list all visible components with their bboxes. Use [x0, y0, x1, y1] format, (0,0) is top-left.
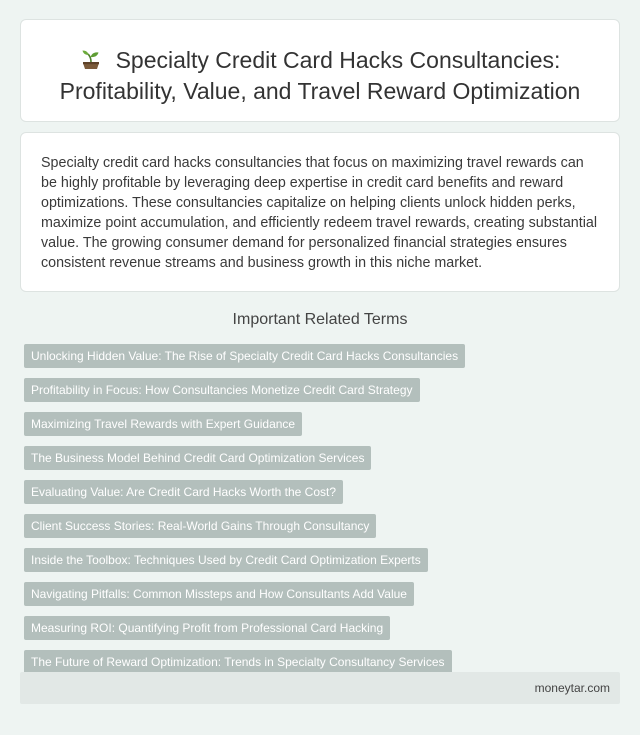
page-title	[21, 20, 619, 107]
sprout-icon	[80, 48, 102, 70]
related-term-tag[interactable]: Maximizing Travel Rewards with Expert Guidance	[24, 412, 302, 436]
related-term-tag[interactable]: The Future of Reward Optimization: Trends in Specialty Consultancy Services	[24, 650, 452, 674]
footer	[20, 672, 620, 704]
description-text: Specialty credit card hacks consultancies that focus on maximizing travel rewards can be highly profitable by leveraging deep expertise in credit card benefits and reward optimizations. These consultancies capitalize on helping clients unlock hidden perks, maximize point accumulation, and efficiently redeem travel rewards, creating substantial value. The growing consumer demand for personalized financial strategies ensures consistent revenue streams and business growth in this niche market.	[41, 155, 597, 271]
related-term-tag[interactable]: Evaluating Value: Are Credit Card Hacks Worth the Cost?	[24, 480, 343, 504]
related-term-tag[interactable]: Inside the Toolbox: Techniques Used by Credit Card Optimization Experts	[24, 548, 428, 572]
related-term-tag[interactable]: Profitability in Focus: How Consultancies Monetize Credit Card Strategy	[24, 378, 420, 402]
related-terms-heading: Important Related Terms	[232, 311, 408, 328]
title-card	[20, 19, 620, 122]
title-line-2: Profitability, Value, and Travel Reward Optimization	[59, 78, 581, 104]
related-term-tag[interactable]: Measuring ROI: Quantifying Profit from Professional Card Hacking	[24, 616, 390, 640]
footer-site-link[interactable]: moneytar.com	[534, 681, 610, 695]
related-term-tag[interactable]: Unlocking Hidden Value: The Rise of Specialty Credit Card Hacks Consultancies	[24, 344, 465, 368]
related-term-tag[interactable]: Client Success Stories: Real-World Gains Through Consultancy	[24, 514, 376, 538]
related-term-tag[interactable]: Navigating Pitfalls: Common Missteps and How Consultants Add Value	[24, 582, 414, 606]
title-line-1: Specialty Credit Card Hacks Consultancies:	[115, 47, 561, 73]
related-terms-list	[24, 344, 624, 684]
related-term-tag[interactable]: The Business Model Behind Credit Card Optimization Services	[24, 446, 371, 470]
description-card	[20, 132, 620, 292]
